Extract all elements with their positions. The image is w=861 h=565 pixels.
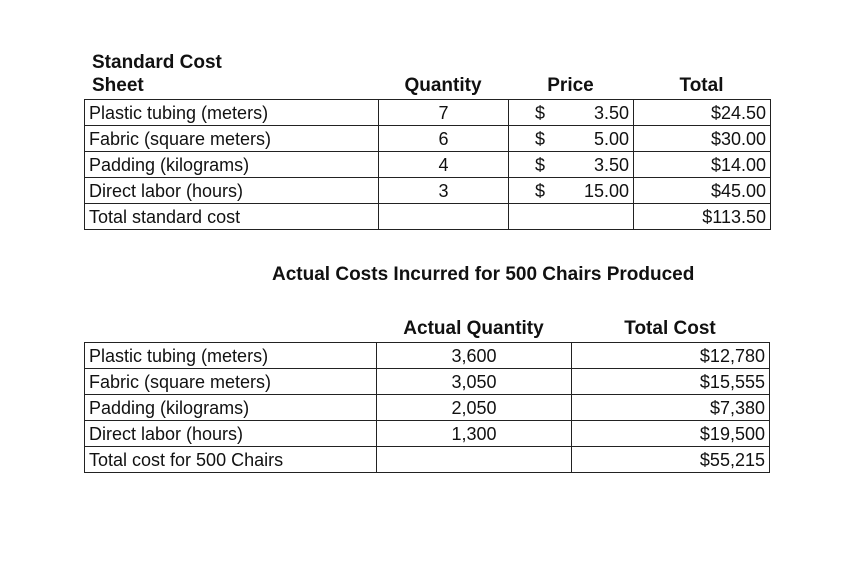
item-cell: Padding (kilograms) xyxy=(85,152,379,178)
item-cell: Plastic tubing (meters) xyxy=(85,100,379,126)
standard-title-line2: Sheet xyxy=(92,75,144,96)
table-row xyxy=(85,343,770,369)
actual-header-quantity: Actual Quantity xyxy=(403,318,544,339)
table-row xyxy=(85,395,770,421)
total-cell: $14.00 xyxy=(634,152,771,178)
actual-header-total-cost: Total Cost xyxy=(624,318,716,339)
empty-cell xyxy=(377,447,572,473)
table-row xyxy=(85,178,771,204)
table-row xyxy=(85,100,771,126)
quantity-cell: 7 xyxy=(379,100,509,126)
table-total-row xyxy=(85,204,771,230)
quantity-cell: 4 xyxy=(379,152,509,178)
table-row xyxy=(85,421,770,447)
total-cell: $7,380 xyxy=(572,395,770,421)
standard-header-quantity: Quantity xyxy=(404,75,482,96)
quantity-cell: 2,050 xyxy=(377,395,572,421)
empty-cell xyxy=(379,204,509,230)
grand-total-cell: $55,215 xyxy=(572,447,770,473)
quantity-cell: 6 xyxy=(379,126,509,152)
total-cell: $30.00 xyxy=(634,126,771,152)
total-label-cell: Total cost for 500 Chairs xyxy=(85,447,377,473)
standard-header-total: Total xyxy=(679,75,724,96)
item-cell: Fabric (square meters) xyxy=(85,369,377,395)
quantity-cell: 3 xyxy=(379,178,509,204)
price-value: 5.00 xyxy=(593,128,629,149)
item-cell: Direct labor (hours) xyxy=(85,421,377,447)
currency-symbol: $ xyxy=(535,180,546,201)
total-cell: $12,780 xyxy=(572,343,770,369)
price-cell xyxy=(509,126,634,152)
table-row xyxy=(85,152,771,178)
quantity-cell: 3,050 xyxy=(377,369,572,395)
item-cell: Padding (kilograms) xyxy=(85,395,377,421)
item-cell: Direct labor (hours) xyxy=(85,178,379,204)
price-value: 15.00 xyxy=(583,180,629,201)
quantity-cell: 3,600 xyxy=(377,343,572,369)
item-cell: Plastic tubing (meters) xyxy=(85,343,377,369)
price-cell xyxy=(509,100,634,126)
table-total-row xyxy=(85,447,770,473)
empty-cell xyxy=(509,204,634,230)
price-value: 3.50 xyxy=(593,102,629,123)
standard-header-price: Price xyxy=(547,75,594,96)
price-cell xyxy=(509,178,634,204)
currency-symbol: $ xyxy=(535,128,546,149)
total-cell: $15,555 xyxy=(572,369,770,395)
price-value: 3.50 xyxy=(593,154,629,175)
price-cell xyxy=(509,152,634,178)
total-cell: $24.50 xyxy=(634,100,771,126)
total-cell: $19,500 xyxy=(572,421,770,447)
table-row xyxy=(85,369,770,395)
table-row xyxy=(85,126,771,152)
grand-total-cell: $113.50 xyxy=(634,204,771,230)
actual-cost-table xyxy=(84,342,770,473)
total-cell: $45.00 xyxy=(634,178,771,204)
actual-costs-title: Actual Costs Incurred for 500 Chairs Produced xyxy=(272,264,695,285)
standard-cost-table xyxy=(84,99,771,230)
item-cell: Fabric (square meters) xyxy=(85,126,379,152)
currency-symbol: $ xyxy=(535,154,546,175)
currency-symbol: $ xyxy=(535,102,546,123)
total-label-cell: Total standard cost xyxy=(85,204,379,230)
quantity-cell: 1,300 xyxy=(377,421,572,447)
standard-title-line1: Standard Cost xyxy=(92,52,222,73)
